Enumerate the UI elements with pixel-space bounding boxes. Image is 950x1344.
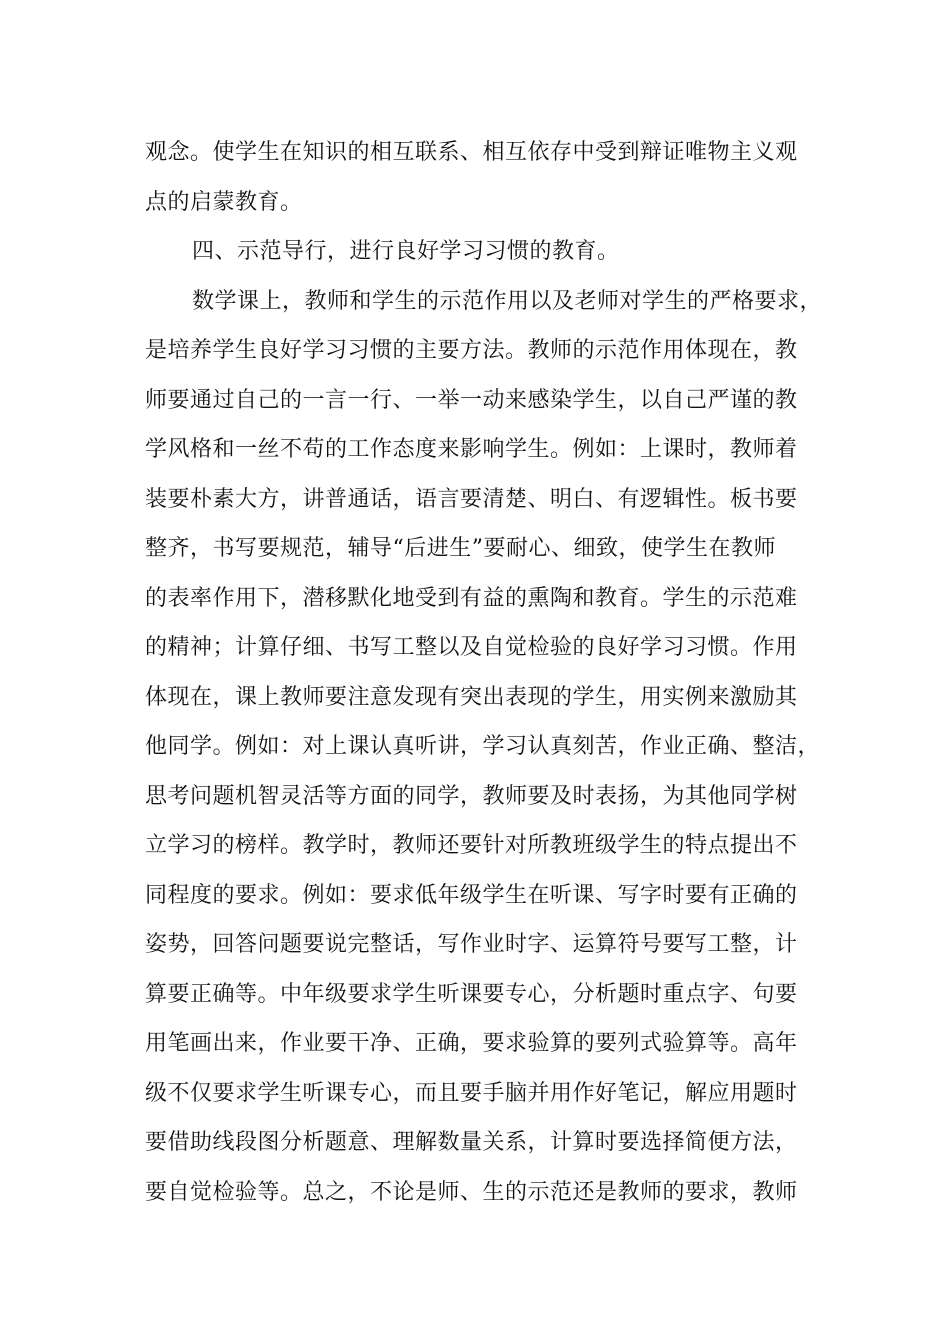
text-line: 思考问题机智灵活等方面的同学，教师要及时表扬，为其他同学树 — [145, 783, 798, 809]
text-line: 的表率作用下，潜移默化地受到有益的熏陶和教育。学生的示范难 — [145, 585, 798, 611]
text-line: 体现在，课上教师要注意发现有突出表现的学生，用实例来激励其 — [145, 684, 798, 710]
body-text — [145, 128, 835, 1217]
text-line: 要借助线段图分析题意、理解数量关系，计算时要选择简便方法， — [145, 1130, 798, 1155]
text-line: 算要正确等。中年级要求学生听课要专心，分析题时重点字、句要 — [145, 981, 798, 1007]
text-line: 的精神；计算仔细、书写工整以及自觉检验的良好学习习惯。作用 — [145, 635, 798, 660]
text-line: 师要通过自己的一言一行、一举一动来感染学生，以自己严谨的教 — [145, 387, 798, 413]
section-heading: 四、示范导行，进行良好学习习惯的教育。 — [192, 239, 620, 264]
text-line: 学风格和一丝不苟的工作态度来影响学生。例如：上课时，教师着 — [145, 437, 798, 462]
text-line: 是培养学生良好学习习惯的主要方法。教师的示范作用体现在，教 — [145, 338, 798, 363]
text-line: 数学课上，教师和学生的示范作用以及老师对学生的严格要求， — [192, 288, 823, 314]
text-line: 他同学。例如：对上课认真听讲，学习认真刻苦，作业正确、整洁， — [145, 734, 821, 759]
text-line: 观念。使学生在知识的相互联系、相互依存中受到辩证唯物主义观 — [145, 140, 798, 165]
text-line: 同程度的要求。例如：要求低年级学生在听课、写字时要有正确的 — [145, 882, 798, 908]
text-line: 装要朴素大方，讲普通话，语言要清楚、明白、有逻辑性。板书要 — [145, 486, 798, 512]
text-line: 点的启蒙教育。 — [145, 189, 303, 215]
text-line: 立学习的榜样。教学时，教师还要针对所教班级学生的特点提出不 — [145, 833, 798, 858]
text-line: 用笔画出来，作业要干净、正确，要求验算的要列式验算等。高年 — [145, 1031, 798, 1056]
text-line: 要自觉检验等。总之，不论是师、生的示范还是教师的要求，教师 — [145, 1179, 798, 1205]
text-line: 姿势，回答问题要说完整话，写作业时字、运算符号要写工整，计 — [145, 932, 798, 957]
text-line: 级不仅要求学生听课专心，而且要手脑并用作好笔记，解应用题时 — [145, 1080, 798, 1106]
text-line: 整齐，书写要规范，辅导“后进生”要耐心、细致，使学生在教师 — [145, 536, 776, 561]
